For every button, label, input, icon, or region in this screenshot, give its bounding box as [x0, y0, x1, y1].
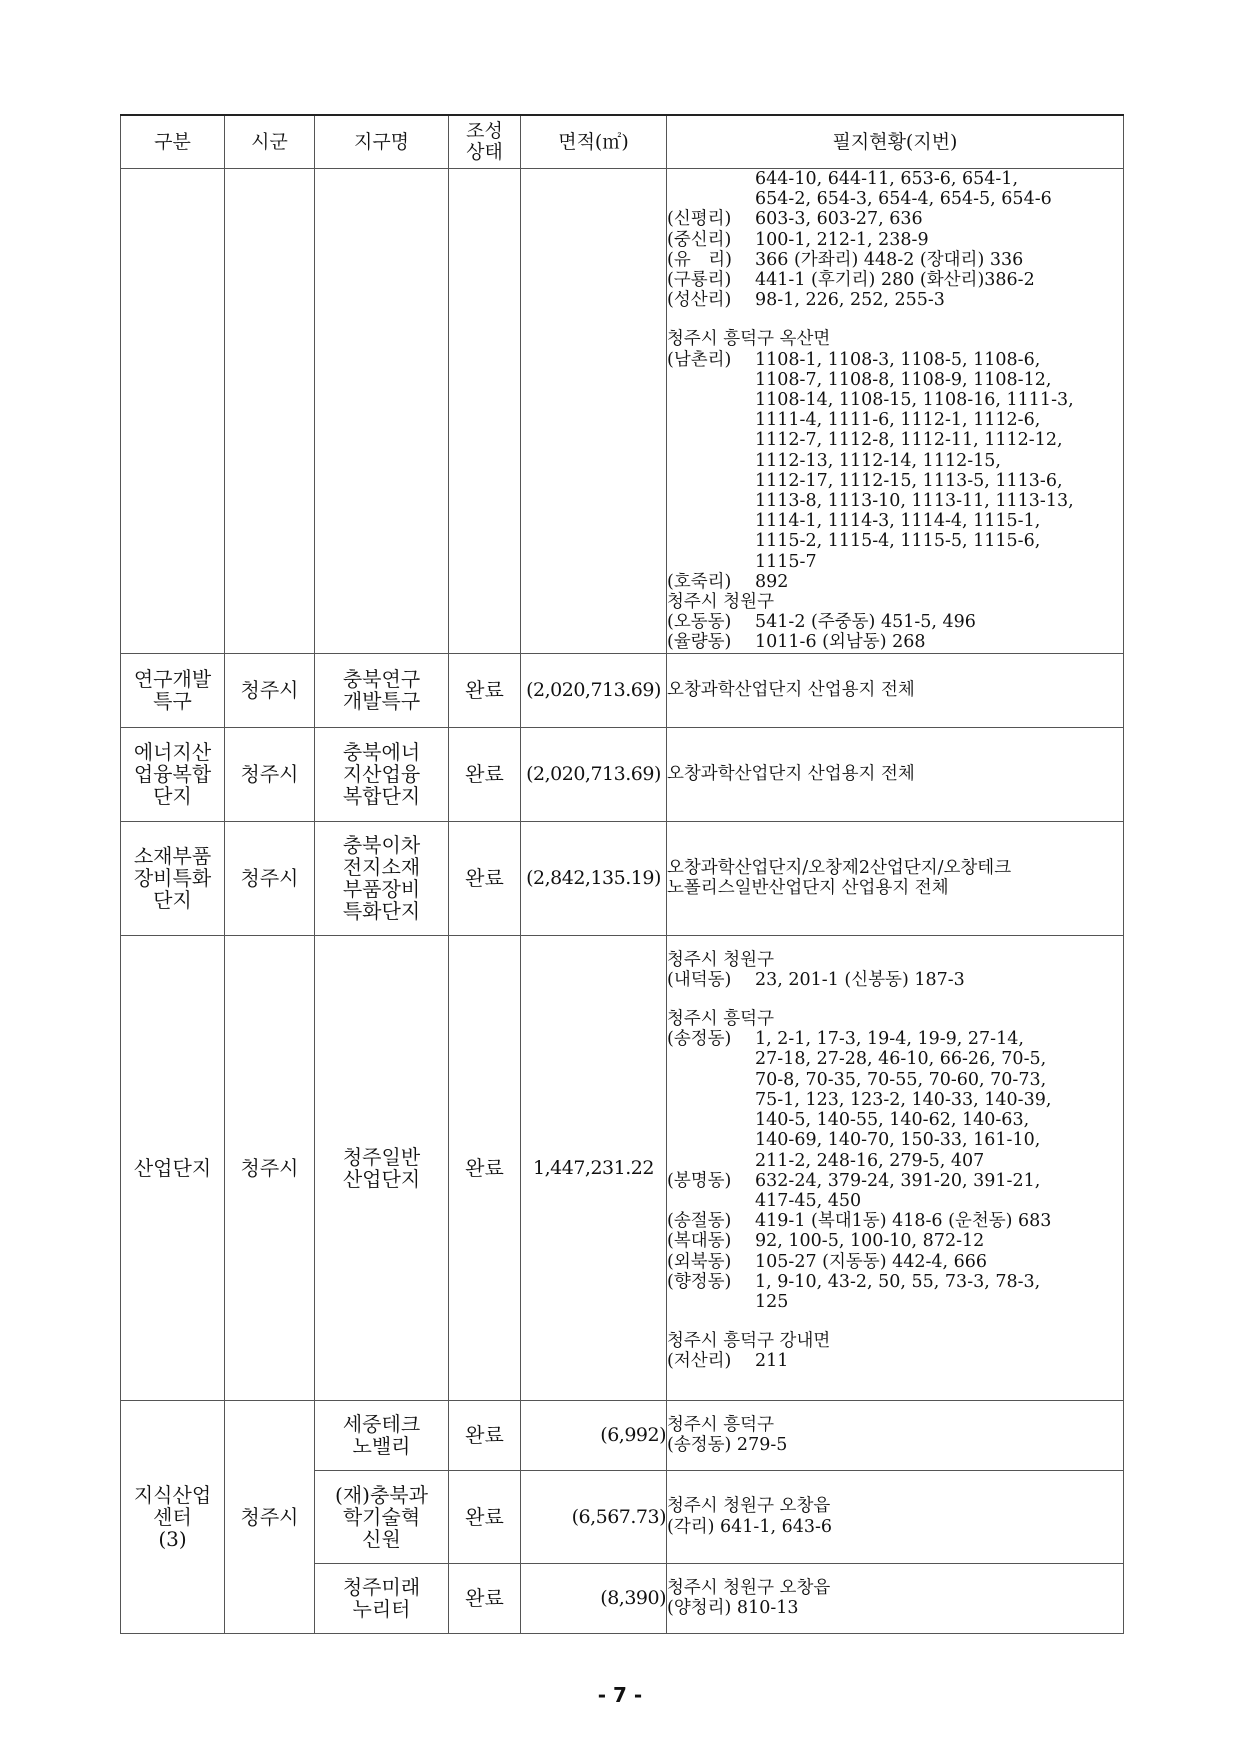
area-cell: (8,390)	[521, 1563, 667, 1633]
parcel-line	[667, 1171, 1123, 1191]
parcel-line	[667, 1029, 1123, 1049]
parcel-line: 1108-7, 1108-8, 1108-9, 1108-12,	[755, 369, 1052, 390]
parcel-value: 92, 100-5, 100-10, 872-12	[755, 1231, 985, 1252]
table-row-industrial	[121, 935, 1124, 1400]
parcel-gap	[667, 990, 1123, 1009]
district-line: 누리터	[352, 1597, 411, 1622]
parcels-cell	[667, 1470, 1124, 1563]
status-cell-empty	[449, 169, 521, 654]
parcel-line: 노폴리스일반산업단지 산업용지 전체	[667, 878, 949, 899]
parcel-line: 청주시 흥덕구 옥산면	[667, 329, 831, 350]
category-line: 센터	[153, 1504, 192, 1529]
parcel-prefix: (향정동)	[667, 1271, 732, 1292]
parcel-gap	[667, 310, 1123, 329]
category-cell	[121, 727, 225, 821]
district-line: 청주미래	[342, 1575, 421, 1600]
category-line: (3)	[158, 1526, 187, 1551]
parcel-line: 211-2, 248-16, 279-5, 407	[755, 1150, 985, 1171]
parcel-line	[667, 1351, 1123, 1371]
parcel-value: 211	[755, 1351, 789, 1372]
parcel-line: 오창과학산업단지/오창제2산업단지/오창테크	[667, 857, 1012, 878]
parcel-prefix: (오동동)	[667, 612, 732, 633]
parcel-line	[667, 290, 1123, 310]
district-cell	[315, 653, 449, 727]
parcel-table	[120, 114, 1124, 1634]
table-row-continued	[121, 169, 1124, 654]
parcel-value: 1, 2-1, 17-3, 19-4, 19-9, 27-14,	[755, 1029, 1024, 1050]
parcel-line	[667, 612, 1123, 632]
parcel-line: 1113-8, 1113-10, 1113-11, 1113-13,	[755, 491, 1074, 512]
category-line: 특구	[153, 689, 192, 714]
header-parcels: 필지현황(지번)	[667, 115, 1124, 169]
parcel-value: 603-3, 603-27, 636	[755, 209, 923, 230]
page-number: - 7 -	[597, 1683, 643, 1707]
district-line: 개발특구	[342, 689, 421, 714]
status-cell: 완료	[449, 653, 521, 727]
category-line: 에너지산	[133, 740, 212, 765]
parcel-line: 청주시 청원구 오창읍	[667, 1496, 831, 1517]
parcel-line	[667, 1231, 1123, 1251]
parcel-line	[667, 1272, 1123, 1292]
parcel-prefix: (호죽리)	[667, 571, 732, 592]
table-row	[121, 653, 1124, 727]
parcel-prefix: (내덕동)	[667, 969, 732, 990]
category-line: 단지	[153, 888, 192, 913]
table-row-knowledge	[121, 1400, 1124, 1470]
header-district: 지구명	[315, 115, 449, 169]
parcel-prefix: (저산리)	[667, 1351, 732, 1372]
area-cell: (6,567.73)	[521, 1470, 667, 1563]
parcel-line	[667, 1252, 1123, 1272]
header-status-line: 조성	[466, 120, 503, 142]
district-line: 부품장비	[342, 877, 421, 902]
parcel-value: 419-1 (복대1동) 418-6 (운천동) 683	[755, 1211, 1052, 1232]
status-cell: 완료	[449, 727, 521, 821]
city-cell: 청주시	[225, 1400, 315, 1633]
area-cell: (6,992)	[521, 1400, 667, 1470]
parcel-line: (양청리) 810-13	[667, 1598, 799, 1619]
parcel-line	[667, 572, 1123, 592]
parcels-cell	[667, 169, 1124, 654]
district-line: 충북이차	[342, 833, 421, 858]
parcel-line	[667, 970, 1123, 990]
parcel-line: 1108-14, 1108-15, 1108-16, 1111-3,	[755, 390, 1074, 411]
parcel-line: 청주시 청원구 오창읍	[667, 1577, 831, 1598]
district-line: 신원	[362, 1526, 401, 1551]
header-category: 구분	[121, 115, 225, 169]
area-cell: 1,447,231.22	[521, 935, 667, 1400]
parcel-line: 오창과학산업단지 산업용지 전체	[667, 680, 915, 701]
district-line: 전지소재	[342, 855, 421, 880]
district-line: 청주일반	[342, 1144, 421, 1169]
category-cell	[121, 821, 225, 935]
header-area: 면적(㎡)	[521, 115, 667, 169]
parcel-prefix: (신평리)	[667, 209, 732, 230]
parcel-prefix: (봉명동)	[667, 1170, 732, 1191]
district-cell	[315, 727, 449, 821]
district-cell	[315, 1563, 449, 1633]
parcels-cell	[667, 653, 1124, 727]
parcel-line: (각리) 641-1, 643-6	[667, 1516, 833, 1537]
parcel-value: 1011-6 (외남동) 268	[755, 632, 926, 653]
district-line: 세중테크	[342, 1412, 421, 1437]
category-cell	[121, 653, 225, 727]
parcel-value: 632-24, 379-24, 391-20, 391-21,	[755, 1170, 1041, 1191]
area-cell-empty	[521, 169, 667, 654]
district-line: 노밸리	[352, 1434, 411, 1459]
area-cell: (2,020,713.69)	[521, 653, 667, 727]
parcel-prefix: (율량동)	[667, 632, 732, 653]
parcel-line	[667, 209, 1123, 229]
parcel-gap	[667, 1312, 1123, 1331]
parcel-line: 644-10, 644-11, 653-6, 654-1,	[755, 169, 1019, 189]
category-line: 소재부품	[133, 844, 212, 869]
parcel-line: 1111-4, 1111-6, 1112-1, 1112-6,	[755, 410, 1041, 431]
header-row	[121, 115, 1124, 169]
city-cell-empty	[225, 169, 315, 654]
parcel-value: 541-2 (주중동) 451-5, 496	[755, 612, 976, 633]
parcel-line: 654-2, 654-3, 654-4, 654-5, 654-6	[755, 189, 1052, 210]
parcel-line	[667, 270, 1123, 290]
parcel-line: 1112-7, 1112-8, 1112-11, 1112-12,	[755, 430, 1063, 451]
parcel-line: 417-45, 450	[755, 1190, 862, 1211]
parcel-line: 140-5, 140-55, 140-62, 140-63,	[755, 1110, 1030, 1131]
parcel-value: 100-1, 212-1, 238-9	[755, 229, 929, 250]
parcel-prefix: (송절동)	[667, 1211, 732, 1232]
parcel-prefix: (복대동)	[667, 1231, 732, 1252]
table-row	[121, 727, 1124, 821]
parcel-line: 1115-7	[755, 551, 817, 572]
parcels-cell	[667, 935, 1124, 1400]
city-cell: 청주시	[225, 653, 315, 727]
parcel-line: 청주시 흥덕구	[667, 1414, 774, 1435]
category-line: 단지	[153, 784, 192, 809]
city-cell: 청주시	[225, 821, 315, 935]
parcel-prefix: (외북동)	[667, 1251, 732, 1272]
city-cell: 청주시	[225, 727, 315, 821]
header-city: 시군	[225, 115, 315, 169]
parcel-value: 1, 9-10, 43-2, 50, 55, 73-3, 78-3,	[755, 1271, 1041, 1292]
parcel-line: 1115-2, 1115-4, 1115-5, 1115-6,	[755, 531, 1041, 552]
parcel-value: 892	[755, 571, 789, 592]
district-line: (재)충북과	[335, 1482, 428, 1507]
parcel-prefix: (유 리)	[667, 249, 732, 270]
header-status-line: 상태	[466, 141, 503, 163]
district-line: 학기술혁	[342, 1504, 421, 1529]
category-line: 업융복합	[133, 762, 212, 787]
district-line: 지산업융	[342, 762, 421, 787]
parcel-line: 1112-17, 1112-15, 1113-5, 1113-6,	[755, 470, 1063, 491]
parcel-line: 125	[755, 1291, 789, 1312]
parcel-value: 366 (가좌리) 448-2 (장대리) 336	[755, 249, 1024, 270]
parcel-line: 청주시 흥덕구	[667, 1009, 774, 1030]
category-line: 지식산업	[133, 1482, 212, 1507]
table-row	[121, 821, 1124, 935]
category-line: 장비특화	[133, 866, 212, 891]
status-cell: 완료	[449, 1470, 521, 1563]
parcel-line	[667, 230, 1123, 250]
parcels-cell	[667, 1400, 1124, 1470]
parcel-line: 1114-1, 1114-3, 1114-4, 1115-1,	[755, 511, 1041, 532]
district-cell	[315, 821, 449, 935]
parcel-prefix: (중신리)	[667, 229, 732, 250]
district-cell	[315, 1400, 449, 1470]
parcels-cell	[667, 727, 1124, 821]
status-cell: 완료	[449, 821, 521, 935]
parcel-line: 140-69, 140-70, 150-33, 161-10,	[755, 1130, 1041, 1151]
category-cell: 산업단지	[121, 935, 225, 1400]
parcel-line: 청주시 청원구	[667, 592, 774, 613]
district-cell	[315, 935, 449, 1400]
parcel-prefix: (남촌리)	[667, 349, 732, 370]
parcels-cell	[667, 1563, 1124, 1633]
category-cell-empty	[121, 169, 225, 654]
parcel-line	[667, 350, 1123, 370]
parcel-line: (송정동) 279-5	[667, 1435, 788, 1456]
district-line: 특화단지	[342, 899, 421, 924]
district-line: 충북에너	[342, 740, 421, 765]
parcel-prefix: (송정동)	[667, 1029, 732, 1050]
parcel-value: 105-27 (지동동) 442-4, 666	[755, 1251, 988, 1272]
area-cell: (2,842,135.19)	[521, 821, 667, 935]
parcels-cell	[667, 821, 1124, 935]
status-cell: 완료	[449, 935, 521, 1400]
parcel-prefix: (성산리)	[667, 290, 732, 311]
parcel-line: 75-1, 123, 123-2, 140-33, 140-39,	[755, 1089, 1052, 1110]
district-cell-empty	[315, 169, 449, 654]
parcel-line: 청주시 흥덕구 강내면	[667, 1331, 831, 1352]
parcel-value: 441-1 (후기리) 280 (화산리)386-2	[755, 270, 1035, 291]
parcel-line	[667, 250, 1123, 270]
parcel-prefix: (구룡리)	[667, 270, 732, 291]
category-line: 연구개발	[133, 667, 212, 692]
city-cell: 청주시	[225, 935, 315, 1400]
parcel-line: 1112-13, 1112-14, 1112-15,	[755, 450, 1001, 471]
category-cell	[121, 1400, 225, 1633]
parcel-line: 청주시 청원구	[667, 949, 774, 970]
parcel-line	[667, 632, 1123, 652]
parcel-value: 23, 201-1 (신봉동) 187-3	[755, 969, 965, 990]
header-status	[449, 115, 521, 169]
parcel-value: 98-1, 226, 252, 255-3	[755, 290, 945, 311]
parcel-line	[667, 1211, 1123, 1231]
status-cell: 완료	[449, 1563, 521, 1633]
status-cell: 완료	[449, 1400, 521, 1470]
parcel-line: 27-18, 27-28, 46-10, 66-26, 70-5,	[755, 1049, 1047, 1070]
district-line: 산업단지	[342, 1166, 421, 1191]
district-line: 충북연구	[342, 667, 421, 692]
parcel-value: 1108-1, 1108-3, 1108-5, 1108-6,	[755, 349, 1041, 370]
parcel-line: 70-8, 70-35, 70-55, 70-60, 70-73,	[755, 1069, 1047, 1090]
district-cell	[315, 1470, 449, 1563]
parcel-line: 오창과학산업단지 산업용지 전체	[667, 764, 915, 785]
district-line: 복합단지	[342, 784, 421, 809]
area-cell: (2,020,713.69)	[521, 727, 667, 821]
